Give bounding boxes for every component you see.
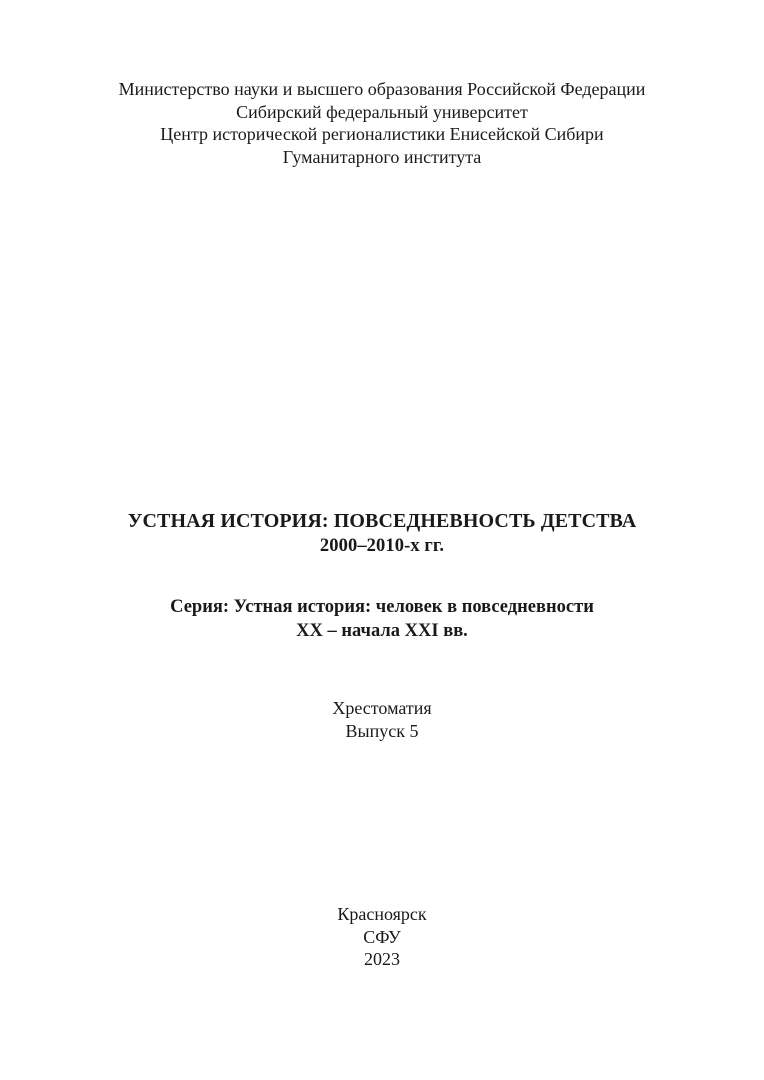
imprint-year: 2023 [364, 949, 400, 969]
series-title-line-1: Серия: Устная история: человек в повседневности [170, 597, 594, 617]
imprint-city: Красноярск [337, 904, 427, 924]
imprint [0, 903, 764, 971]
institute-name: Гуманитарного института [282, 146, 482, 167]
issue-number: Выпуск 5 [345, 721, 419, 741]
book-title-main: УСТНАЯ ИСТОРИЯ: ПОВСЕДНЕВНОСТЬ ДЕТСТВА [127, 510, 637, 532]
institution-header [0, 78, 764, 168]
book-title-period: 2000–2010-х гг. [319, 536, 445, 556]
publication-type: Хрестоматия [332, 698, 432, 718]
university-name: Сибирский федеральный университет [236, 101, 528, 122]
publication-kind [0, 697, 764, 743]
book-title [0, 508, 764, 558]
imprint-publisher: СФУ [363, 926, 401, 947]
series-title-line-2: XX – начала XXI вв. [296, 621, 468, 641]
center-name: Центр исторической регионалистики Енисейской Сибири [160, 124, 604, 144]
series-title [0, 595, 764, 643]
ministry-name: Министерство науки и высшего образования Российской Федерации [118, 79, 646, 99]
